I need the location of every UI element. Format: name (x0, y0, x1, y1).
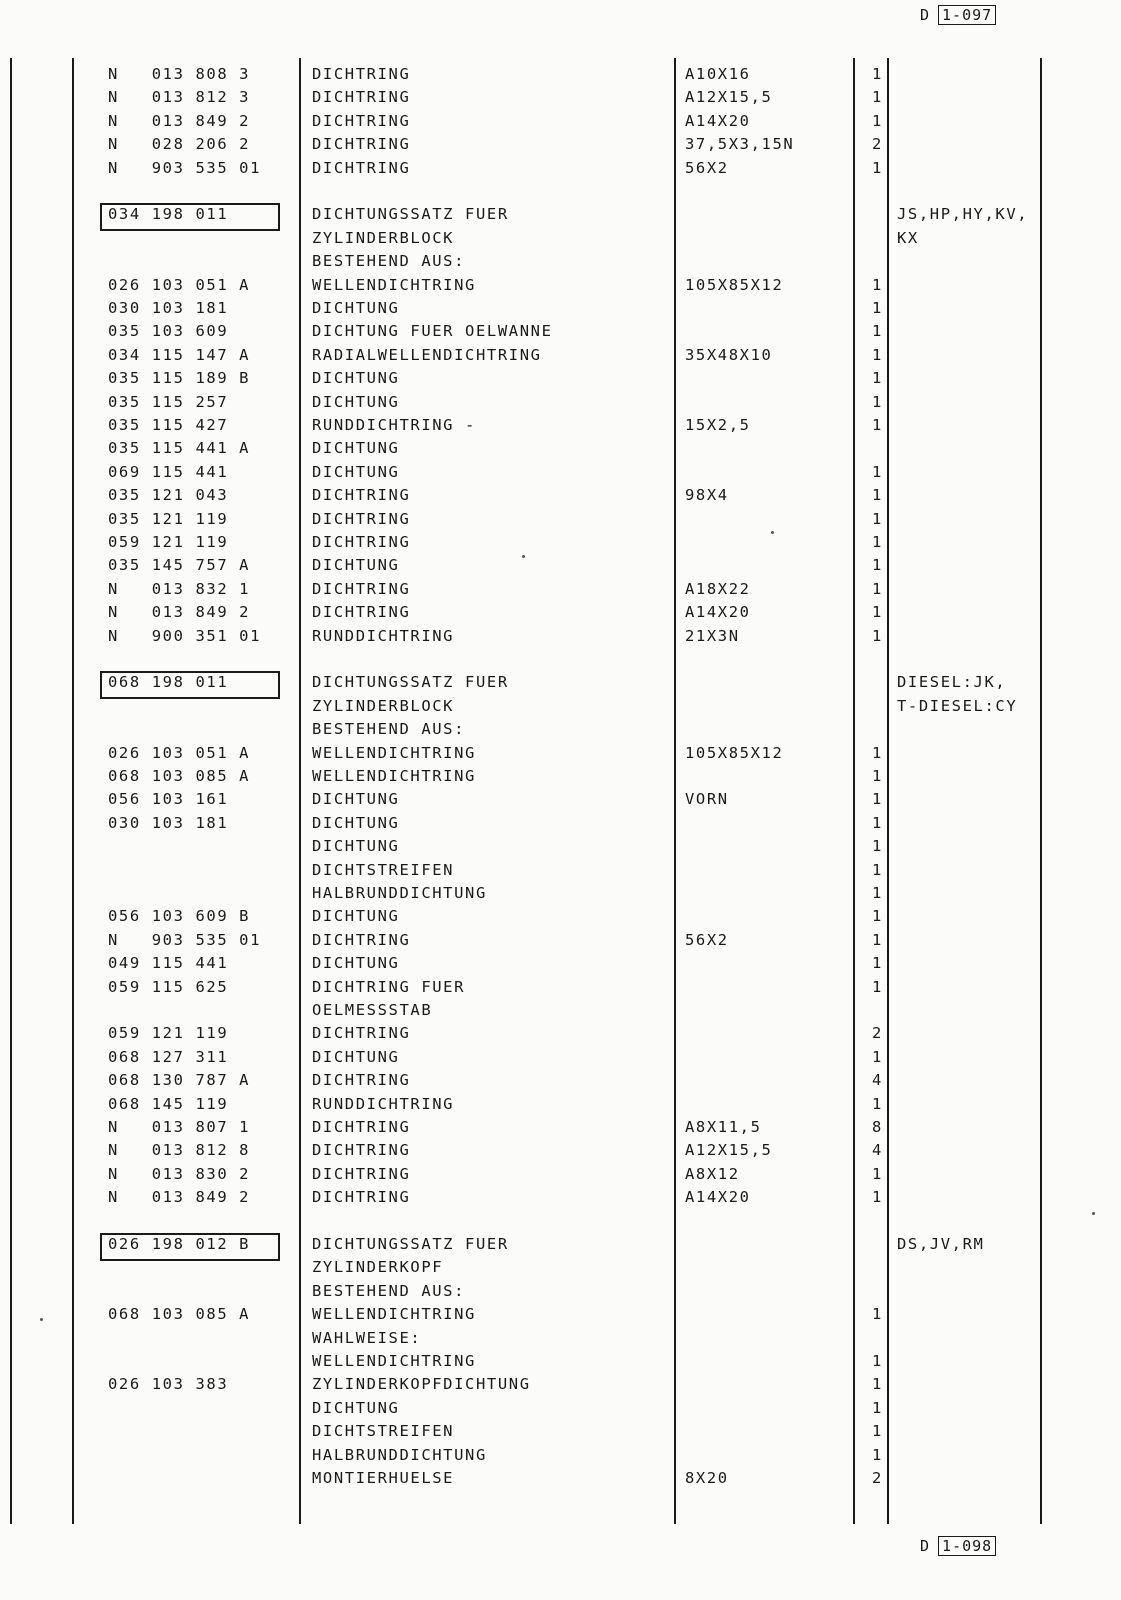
table-row (0, 720, 1121, 743)
part-number: 059 121 119 (108, 1024, 229, 1043)
part-description: DICHTRING (312, 509, 411, 528)
part-quantity: 1 (872, 1352, 883, 1370)
part-description: BESTEHEND AUS: (312, 1281, 466, 1300)
part-description: WELLENDICHTRING (312, 1305, 476, 1324)
part-description: DICHTUNG FUER OELWANNE (312, 322, 553, 341)
part-description: DICHTUNGSSATZ FUER (312, 673, 509, 692)
part-quantity: 1 (872, 158, 883, 177)
part-quantity: 1 (872, 416, 883, 434)
part-number: N 013 830 2 (108, 1164, 251, 1183)
part-number: 056 103 609 B (108, 907, 251, 926)
part-description: DICHTRING (312, 930, 411, 949)
table-row (0, 1001, 1121, 1024)
part-quantity: 1 (872, 579, 883, 598)
part-remark: T-DIESEL:CY (897, 696, 1018, 715)
part-quantity: 1 (872, 486, 883, 505)
part-description: DICHTUNG (312, 907, 400, 926)
table-row (0, 603, 1121, 626)
part-number: N 013 849 2 (108, 111, 251, 130)
part-quantity: 1 (872, 1445, 883, 1464)
part-size: 56X2 (685, 930, 729, 949)
table-row (0, 439, 1121, 462)
scan-speck (522, 555, 525, 558)
part-number: 035 115 257 (108, 392, 229, 411)
part-description: DICHTUNG (312, 369, 400, 388)
part-size: A8X11,5 (685, 1118, 762, 1136)
part-quantity: 1 (872, 556, 883, 575)
table-row (0, 88, 1121, 111)
part-description: DICHTUNGSSATZ FUER (312, 205, 509, 224)
part-quantity: 2 (872, 1024, 883, 1043)
part-size: A10X16 (685, 65, 751, 83)
part-quantity: 1 (872, 533, 883, 551)
table-row (0, 1469, 1121, 1492)
table-row (0, 650, 1121, 673)
part-quantity: 1 (872, 767, 883, 785)
page-ref-code: 1-097 (938, 5, 996, 25)
part-size: 56X2 (685, 158, 729, 177)
part-quantity: 1 (872, 977, 883, 996)
part-quantity: 1 (872, 299, 883, 317)
part-number: 068 198 011 (108, 673, 229, 692)
part-number: 068 103 085 A (108, 1305, 251, 1324)
part-description: DICHTUNG (312, 439, 400, 458)
part-description: ZYLINDERKOPFDICHTUNG (312, 1375, 531, 1394)
part-description: WELLENDICHTRING (312, 275, 476, 294)
part-number: N 903 535 01 (108, 158, 262, 177)
part-quantity: 4 (872, 1141, 883, 1160)
part-description: DICHTUNG (312, 837, 400, 856)
part-quantity: 1 (872, 1398, 883, 1417)
table-row (0, 954, 1121, 977)
part-description: RUNDDICHTRING (312, 1094, 455, 1113)
table-row (0, 1024, 1121, 1047)
table-row (0, 1188, 1121, 1211)
part-size: 37,5X3,15N (685, 135, 795, 154)
part-number: N 013 812 8 (108, 1141, 251, 1160)
part-number: N 013 812 3 (108, 88, 251, 107)
part-description: WELLENDICHTRING (312, 1352, 476, 1370)
part-quantity: 1 (872, 111, 883, 130)
table-row (0, 65, 1121, 88)
part-number: 059 115 625 (108, 977, 229, 996)
part-description: ZYLINDERBLOCK (312, 228, 455, 247)
table-row (0, 1212, 1121, 1235)
part-number: N 013 832 1 (108, 579, 251, 598)
part-description: DICHTRING (312, 579, 411, 598)
part-description: DICHTRING (312, 533, 411, 551)
table-row (0, 112, 1121, 135)
part-description: DICHTRING (312, 603, 411, 622)
part-description: DICHTUNG (312, 954, 400, 973)
part-quantity: 1 (872, 509, 883, 528)
part-size: A14X20 (685, 603, 751, 622)
part-quantity: 1 (872, 1094, 883, 1113)
part-quantity: 2 (872, 135, 883, 154)
table-row (0, 1141, 1121, 1164)
table-row (0, 697, 1121, 720)
part-description: WAHLWEISE: (312, 1328, 422, 1347)
part-number: 035 121 119 (108, 509, 229, 528)
part-size: A14X20 (685, 111, 751, 130)
part-quantity: 1 (872, 930, 883, 949)
page-ref-prefix: D (920, 1537, 931, 1555)
part-number: 049 115 441 (108, 954, 229, 973)
part-description: DICHTRING (312, 88, 411, 107)
table-row (0, 1375, 1121, 1398)
part-size: 98X4 (685, 486, 729, 505)
part-number: N 013 807 1 (108, 1118, 251, 1136)
table-row (0, 744, 1121, 767)
part-number: N 013 849 2 (108, 1188, 251, 1207)
part-description: WELLENDICHTRING (312, 767, 476, 785)
part-number: 035 115 441 A (108, 439, 251, 458)
part-number: N 903 535 01 (108, 930, 262, 949)
part-quantity: 1 (872, 275, 883, 294)
part-size: A8X12 (685, 1164, 740, 1183)
table-row (0, 861, 1121, 884)
table-row (0, 1399, 1121, 1422)
table-row (0, 1329, 1121, 1352)
table-row (0, 1422, 1121, 1445)
table-row (0, 907, 1121, 930)
part-description: BESTEHEND AUS: (312, 720, 466, 739)
part-number: 059 121 119 (108, 533, 229, 551)
table-row (0, 1282, 1121, 1305)
part-number: 026 103 051 A (108, 743, 251, 762)
part-description: RUNDDICHTRING (312, 626, 455, 645)
part-description: DICHTRING (312, 111, 411, 130)
table-row (0, 135, 1121, 158)
part-number: 056 103 161 (108, 790, 229, 809)
part-quantity: 1 (872, 322, 883, 341)
part-description: RADIALWELLENDICHTRING (312, 345, 542, 364)
page-ref-top (920, 6, 996, 24)
part-description: DICHTUNG (312, 1398, 400, 1417)
part-quantity: 1 (872, 392, 883, 411)
part-quantity: 1 (872, 1188, 883, 1207)
part-size: A14X20 (685, 1188, 751, 1207)
part-number: 035 121 043 (108, 486, 229, 505)
part-quantity: 1 (872, 1422, 883, 1441)
part-quantity: 1 (872, 369, 883, 388)
table-row (0, 1165, 1121, 1188)
part-number: 068 127 311 (108, 1047, 229, 1066)
part-number: N 900 351 01 (108, 626, 262, 645)
part-number: 069 115 441 (108, 462, 229, 481)
part-remark: DIESEL:JK, (897, 673, 1007, 692)
page-ref-bottom (920, 1537, 996, 1555)
part-quantity: 1 (872, 1164, 883, 1183)
part-description: DICHTRING (312, 1141, 411, 1160)
part-quantity: 1 (872, 1047, 883, 1066)
part-description: DICHTSTREIFEN (312, 1422, 455, 1441)
table-row (0, 580, 1121, 603)
table-row (0, 463, 1121, 486)
table-row (0, 814, 1121, 837)
table-row (0, 1258, 1121, 1281)
part-quantity: 1 (872, 954, 883, 973)
part-size: A12X15,5 (685, 1141, 773, 1160)
part-number: N 028 206 2 (108, 135, 251, 154)
table-row (0, 1095, 1121, 1118)
part-number: 026 103 383 (108, 1375, 229, 1394)
part-quantity: 1 (872, 65, 883, 83)
part-remark: KX (897, 228, 919, 247)
part-remark: DS,JV,RM (897, 1235, 985, 1253)
part-quantity: 2 (872, 1469, 883, 1487)
table-row (0, 837, 1121, 860)
table-row (0, 767, 1121, 790)
table-row (0, 1118, 1121, 1141)
part-number: 035 145 757 A (108, 556, 251, 575)
part-description: DICHTUNG (312, 392, 400, 411)
table-row (0, 790, 1121, 813)
part-number: 026 198 012 B (108, 1235, 251, 1253)
table-row (0, 182, 1121, 205)
part-quantity: 1 (872, 626, 883, 645)
part-size: 15X2,5 (685, 416, 751, 434)
part-description: DICHTRING (312, 1024, 411, 1043)
table-row (0, 1352, 1121, 1375)
part-number: 035 103 609 (108, 322, 229, 341)
page-ref-code: 1-098 (938, 1536, 996, 1556)
part-quantity: 1 (872, 813, 883, 832)
part-description: HALBRUNDDICHTUNG (312, 884, 487, 902)
table-row (0, 1048, 1121, 1071)
part-description: HALBRUNDDICHTUNG (312, 1445, 487, 1464)
part-number: 030 103 181 (108, 813, 229, 832)
part-number: 068 130 787 A (108, 1071, 251, 1090)
table-row (0, 252, 1121, 275)
table-row (0, 159, 1121, 182)
part-number: 030 103 181 (108, 299, 229, 317)
part-number: 068 145 119 (108, 1094, 229, 1113)
part-quantity: 8 (872, 1118, 883, 1136)
table-row (0, 533, 1121, 556)
part-size: 8X20 (685, 1469, 729, 1487)
table-row (0, 1235, 1121, 1258)
part-quantity: 1 (872, 837, 883, 856)
part-number: 026 103 051 A (108, 275, 251, 294)
table-row (0, 346, 1121, 369)
part-description: DICHTUNG (312, 462, 400, 481)
part-description: WELLENDICHTRING (312, 743, 476, 762)
part-number: 034 115 147 A (108, 345, 251, 364)
page-ref-prefix: D (920, 6, 931, 24)
part-size: A12X15,5 (685, 88, 773, 107)
part-description: DICHTRING (312, 1188, 411, 1207)
table-row (0, 1071, 1121, 1094)
part-number: N 013 808 3 (108, 65, 251, 83)
part-description: DICHTUNGSSATZ FUER (312, 1235, 509, 1253)
table-row (0, 673, 1121, 696)
part-size: 105X85X12 (685, 743, 784, 762)
scan-speck (1092, 1212, 1095, 1215)
scan-speck (40, 1318, 43, 1321)
part-quantity: 1 (872, 790, 883, 809)
part-quantity: 1 (872, 462, 883, 481)
table-row (0, 556, 1121, 579)
table-row (0, 627, 1121, 650)
table-row (0, 1446, 1121, 1469)
table-row (0, 486, 1121, 509)
table-row (0, 276, 1121, 299)
table-row (0, 393, 1121, 416)
part-quantity: 1 (872, 1375, 883, 1394)
part-quantity: 1 (872, 907, 883, 926)
part-description: DICHTSTREIFEN (312, 860, 455, 879)
part-quantity: 1 (872, 345, 883, 364)
part-quantity: 1 (872, 603, 883, 622)
table-row (0, 931, 1121, 954)
part-description: DICHTRING (312, 1071, 411, 1090)
part-description: DICHTRING (312, 158, 411, 177)
part-description: DICHTUNG (312, 790, 400, 809)
table-row (0, 322, 1121, 345)
part-description: OELMESSSTAB (312, 1001, 433, 1019)
table-row (0, 369, 1121, 392)
table-row (0, 299, 1121, 322)
table-row (0, 1305, 1121, 1328)
part-description: MONTIERHUELSE (312, 1469, 455, 1487)
table-row (0, 510, 1121, 533)
part-quantity: 1 (872, 1305, 883, 1324)
part-description: DICHTRING (312, 65, 411, 83)
part-quantity: 1 (872, 884, 883, 902)
part-description: DICHTUNG (312, 299, 400, 317)
part-size: 105X85X12 (685, 275, 784, 294)
table-row (0, 229, 1121, 252)
part-quantity: 1 (872, 88, 883, 107)
part-description: ZYLINDERBLOCK (312, 696, 455, 715)
part-number: 035 115 427 (108, 416, 229, 434)
part-description: DICHTRING (312, 486, 411, 505)
table-row (0, 978, 1121, 1001)
part-description: DICHTUNG (312, 813, 400, 832)
part-description: DICHTRING (312, 135, 411, 154)
part-quantity: 4 (872, 1071, 883, 1090)
part-description: ZYLINDERKOPF (312, 1258, 444, 1277)
table-row (0, 205, 1121, 228)
part-description: DICHTUNG (312, 556, 400, 575)
part-number: 034 198 011 (108, 205, 229, 224)
part-description: DICHTRING (312, 1118, 411, 1136)
part-description: DICHTUNG (312, 1047, 400, 1066)
scan-speck (771, 531, 774, 534)
part-description: DICHTRING FUER (312, 977, 466, 996)
table-row (0, 884, 1121, 907)
part-number: 035 115 189 B (108, 369, 251, 388)
part-size: VORN (685, 790, 729, 809)
part-size: A18X22 (685, 579, 751, 598)
part-size: 21X3N (685, 626, 740, 645)
table-row (0, 416, 1121, 439)
part-quantity: 1 (872, 860, 883, 879)
part-quantity: 1 (872, 743, 883, 762)
part-description: RUNDDICHTRING - (312, 416, 476, 434)
part-description: BESTEHEND AUS: (312, 252, 466, 271)
part-size: 35X48X10 (685, 345, 773, 364)
part-number: 068 103 085 A (108, 767, 251, 785)
part-description: DICHTRING (312, 1164, 411, 1183)
part-number: N 013 849 2 (108, 603, 251, 622)
part-remark: JS,HP,HY,KV, (897, 205, 1029, 224)
